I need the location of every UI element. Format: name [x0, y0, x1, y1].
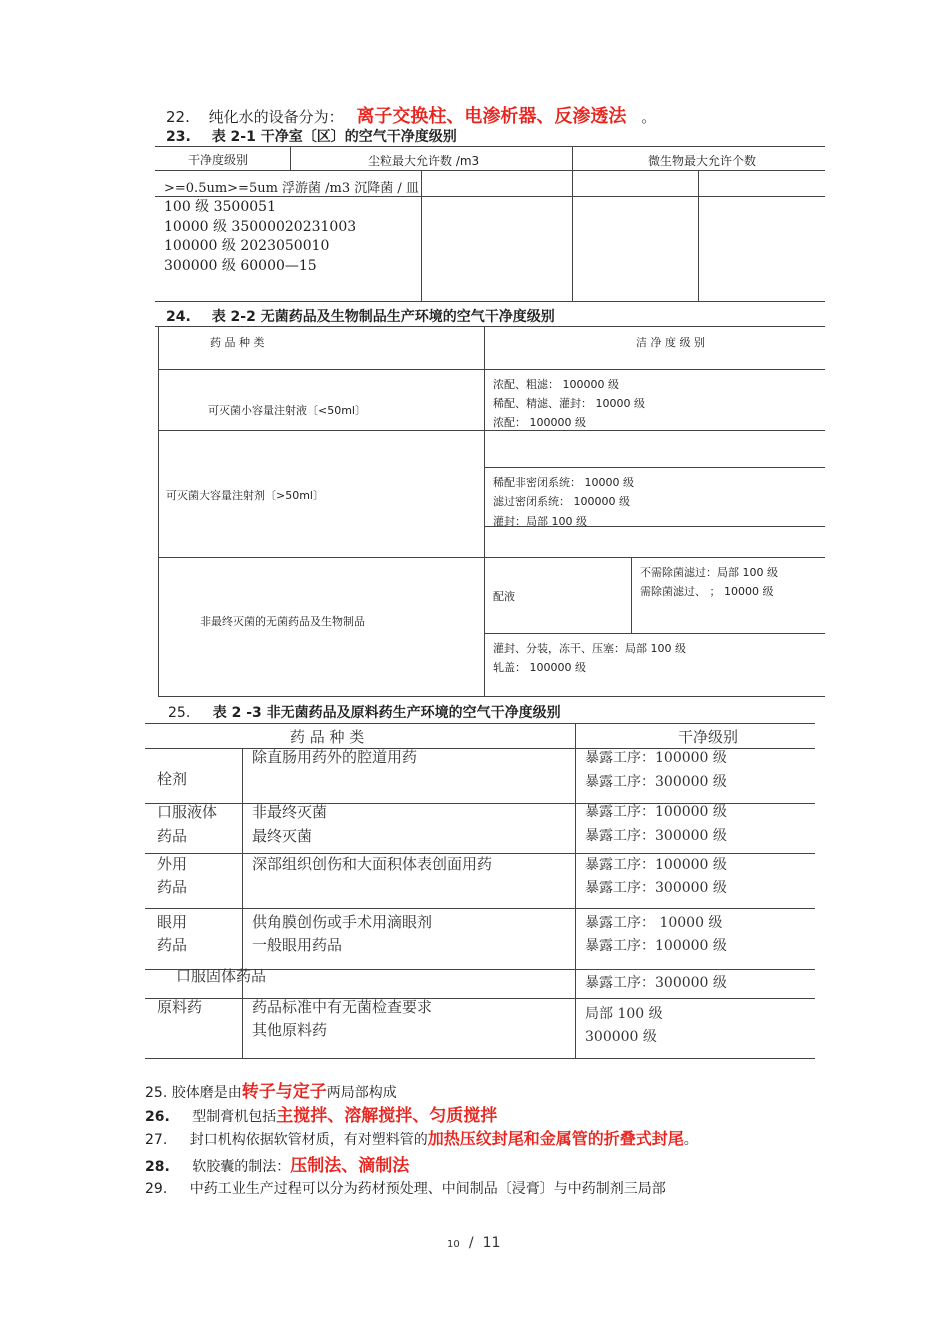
q22-num: 22. [166, 108, 190, 126]
t3-grade: 暴露工序：300000 级 [585, 828, 727, 844]
t3-sub: 非最终灭菌 [252, 803, 328, 821]
t1-header-grade: 干净度级别 [188, 153, 249, 167]
q27 [145, 1126, 698, 1149]
q26-answer: 主搅拌、溶解搅拌、匀质搅拌 [276, 1106, 498, 1126]
t3-cat: 药品 [157, 878, 188, 896]
q29 [145, 1178, 666, 1198]
q26-num: 26. [145, 1109, 170, 1125]
t2-r2-line: 灌封：局部 100 级 [493, 515, 587, 528]
q25-post: 两局部构成 [326, 1085, 397, 1101]
t3-grade: 暴露工序：100000 级 [585, 804, 727, 820]
t2-header-kind: 药 品 种 类 [210, 336, 265, 349]
t3-grade: 300000 级 [585, 1029, 657, 1045]
q27-pre: 封口机构依据软管材质，有对塑料管的 [189, 1132, 428, 1148]
t3-sub: 药品标准中有无菌检查要求 [252, 998, 433, 1016]
q25-num: 25. [145, 1085, 168, 1101]
q26 [145, 1101, 497, 1126]
t2-header-grade: 洁 净 度 级 别 [636, 336, 705, 349]
q23-title: 表 2-1 干净室〔区〕的空气干净度级别 [211, 129, 457, 145]
q27-post: 。 [683, 1132, 698, 1148]
t1-row: 100000 级 2023050010 [164, 238, 330, 254]
q25-pre: 胶体磨是由 [171, 1085, 242, 1101]
q25-answer: 转子与定子 [241, 1082, 327, 1102]
t3-grade: 暴露工序：300000 级 [585, 880, 727, 896]
t3-sub: 除直肠用药外的腔道用药 [252, 748, 418, 766]
t2-r1-line: 浓配： 100000 级 [493, 416, 586, 429]
q29-num: 29. [145, 1181, 168, 1197]
t3-sub: 最终灭菌 [252, 827, 313, 845]
q29-text: 中药工业生产过程可以分为药材预处理、中间制品〔浸膏〕与中药制剂三局部 [189, 1181, 666, 1197]
t1-header-micro: 微生物最大允许个数 [648, 154, 757, 168]
t1-header-dust: 尘粒最大允许数 /m3 [368, 154, 480, 168]
q28 [145, 1151, 409, 1176]
t3-cat: 口服液体 [157, 803, 218, 821]
t3-sub: 其他原料药 [252, 1021, 328, 1039]
t2-r3-line: 需除菌滤过、 ； 10000 级 [640, 585, 774, 598]
t3-cat: 栓剂 [157, 770, 188, 788]
t1-subheader: >=0.5um>=5um 浮游菌 /m3 沉降菌 / 皿 [164, 181, 419, 196]
t3-grade: 暴露工序：100000 级 [585, 938, 727, 954]
t3-sub: 深部组织创伤和大面积体表创面用药 [252, 855, 493, 873]
q27-answer: 加热压纹封尾和金属管的折叠式封尾 [427, 1129, 684, 1148]
q28-pre: 软胶囊的制法： [192, 1159, 291, 1175]
t2-r1-name: 可灭菌小容量注射液〔<50ml〕 [208, 404, 366, 417]
t3-cat: 口服固体药品 [176, 967, 267, 985]
t3-grade: 暴露工序：300000 级 [585, 975, 727, 991]
q23-num: 23. [166, 129, 191, 145]
q25 [145, 1077, 397, 1102]
t3-header-grade: 干净级别 [678, 728, 739, 746]
t3-cat: 药品 [157, 827, 188, 845]
q22-tail: 。 [641, 108, 657, 126]
q24-heading [166, 306, 555, 326]
t3-num: 25. [168, 705, 191, 721]
q28-answer: 压制法、滴制法 [290, 1156, 410, 1176]
q24-title: 表 2-2 无菌药品及生物制品生产环境的空气干净度级别 [211, 309, 555, 325]
t1-row: 10000 级 35000020231003 [164, 219, 357, 235]
t3-sub: 供角膜创伤或手术用滴眼剂 [252, 913, 433, 931]
t3-grade: 暴露工序： 10000 级 [585, 915, 723, 931]
t2-r2-name: 可灭菌大容量注射剂〔>50ml〕 [166, 489, 324, 502]
t3-header-kind: 药 品 种 类 [290, 728, 365, 746]
t3-heading [168, 702, 561, 722]
q24-num: 24. [166, 309, 191, 325]
t3-grade: 暴露工序：100000 级 [585, 750, 727, 766]
q22-text: 纯化水的设备分为： [208, 108, 344, 126]
t3-grade: 暴露工序：100000 级 [585, 857, 727, 873]
q26-pre: 型制膏机包括 [192, 1109, 277, 1125]
t2-r3-fill: 灌封、分装，冻干、压塞：局部 100 级 [493, 642, 686, 655]
t1-row: 100 级 3500051 [164, 199, 276, 215]
t3-cat: 眼用 [157, 913, 188, 931]
page-total: 11 [482, 1235, 501, 1251]
t3-cat: 外用 [157, 855, 188, 873]
t3-grade: 局部 100 级 [585, 1006, 663, 1022]
t2-r3-cap: 轧盖： 100000 级 [493, 661, 586, 674]
q28-num: 28. [145, 1159, 170, 1175]
t2-r1-line: 稀配、精滤、灌封： 10000 级 [493, 397, 645, 410]
q22 [166, 102, 656, 128]
t3-cat: 药品 [157, 936, 188, 954]
t3-title: 表 2 -3 非无菌药品及原料药生产环境的空气干净度级别 [212, 705, 561, 721]
t3-grade: 暴露工序：300000 级 [585, 774, 727, 790]
q22-answer: 离子交换柱、电渗析器、反渗透法 [356, 106, 627, 127]
page-separator: / [468, 1235, 474, 1251]
page-number [447, 1232, 500, 1251]
t3-sub: 一般眼用药品 [252, 936, 343, 954]
t3-cat: 原料药 [157, 998, 203, 1016]
page-current: 10 [447, 1239, 460, 1250]
t2-r3-name: 非最终灭菌的无菌药品及生物制品 [200, 615, 365, 628]
t2-r2-line: 滤过密闭系统： 100000 级 [493, 495, 630, 508]
t2-r3-line: 不需除菌滤过：局部 100 级 [640, 566, 778, 579]
q23-heading [166, 126, 457, 146]
t2-r3-sub: 配液 [493, 590, 515, 603]
t2-r2-line: 稀配非密闭系统： 10000 级 [493, 476, 634, 489]
t1-row: 300000 级 60000—15 [164, 258, 317, 274]
q27-num: 27. [145, 1132, 168, 1148]
t2-r1-line: 浓配、粗滤： 100000 级 [493, 378, 619, 391]
